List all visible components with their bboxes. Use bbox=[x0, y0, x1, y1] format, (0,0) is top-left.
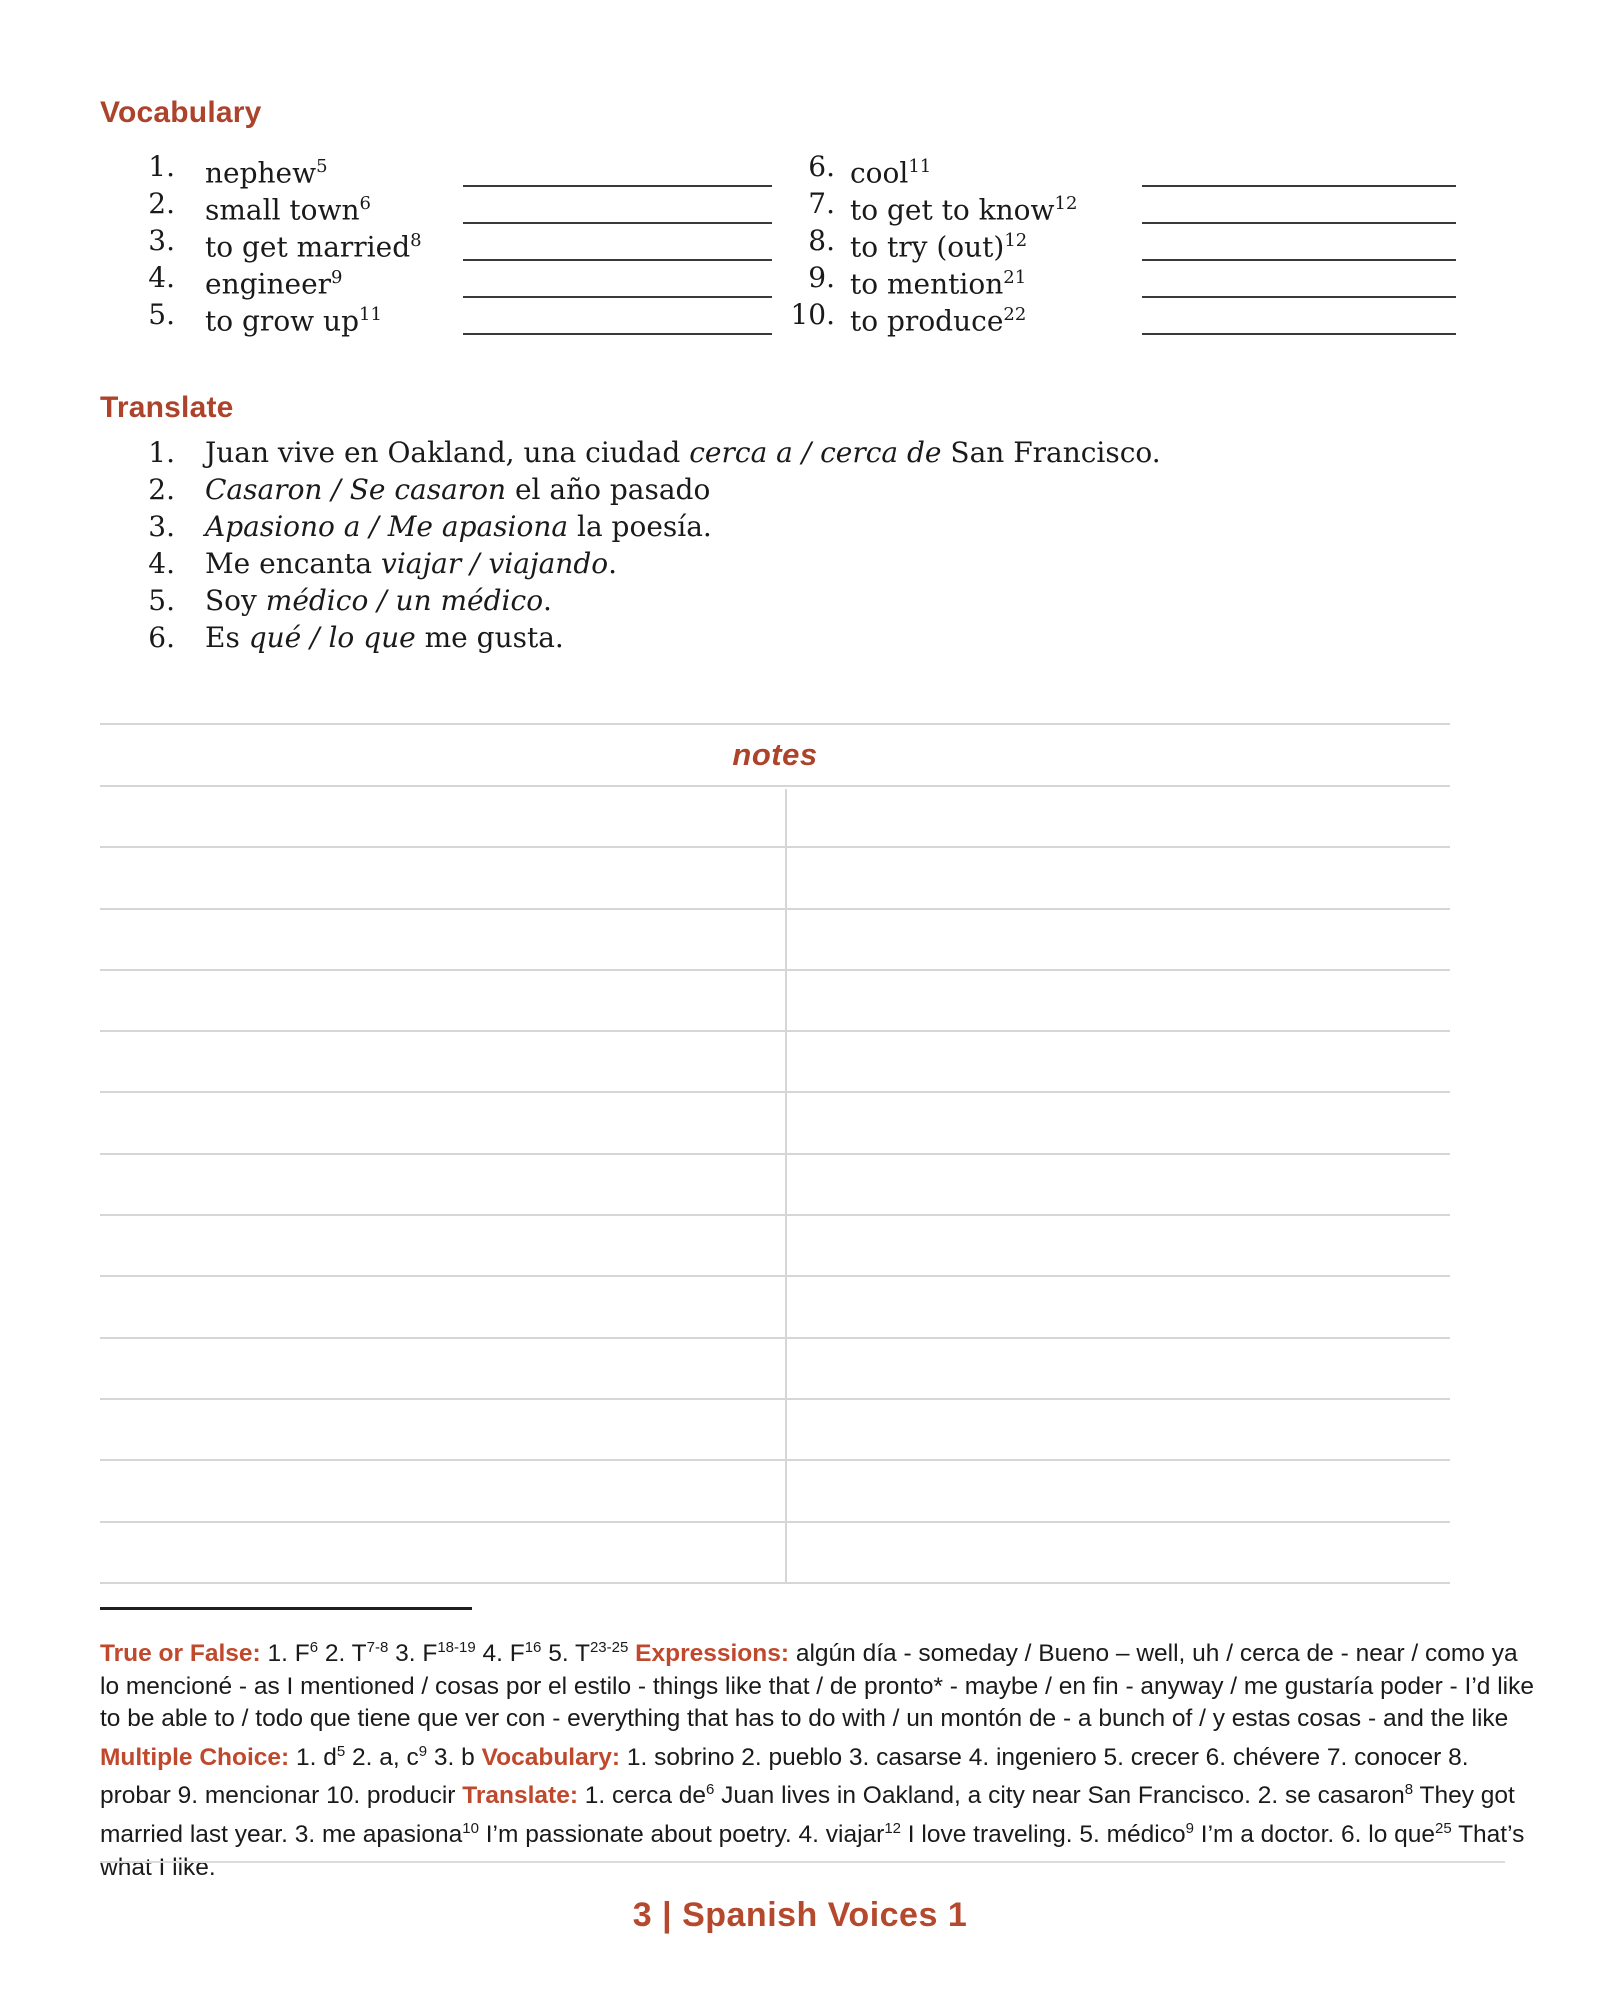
notes-row bbox=[100, 1339, 1450, 1400]
translate-item bbox=[100, 545, 1520, 582]
translate-item-text bbox=[205, 508, 712, 545]
vocab-term-footnote-number: 11 bbox=[359, 304, 382, 325]
footnote-separator bbox=[100, 1607, 472, 1610]
vocab-item-term: to grow $up^{11}$ bbox=[205, 304, 382, 338]
notes-row bbox=[100, 1461, 1450, 1522]
notes-row bbox=[100, 848, 1450, 909]
vocab-term-footnote-number: 22 bbox=[1003, 304, 1027, 325]
bottom-divider bbox=[100, 1861, 1505, 1863]
vocab-item bbox=[780, 185, 1456, 227]
vocab-item-number: 8. bbox=[808, 224, 835, 257]
text-segment: Apasiono a / Me apasiona bbox=[205, 510, 569, 543]
vocabulary-list-right bbox=[780, 148, 1456, 338]
vocab-item-term: to get married$^8$ bbox=[205, 230, 422, 264]
answer-key-superscript: 5 bbox=[336, 1742, 346, 1760]
notes-row bbox=[100, 1523, 1450, 1584]
text-segment: Es bbox=[205, 621, 249, 654]
translate-item-text bbox=[205, 619, 564, 656]
answer-key-label: Vocabulary: bbox=[481, 1743, 621, 1771]
vocab-item bbox=[100, 148, 772, 190]
vocab-term-footnote-number: 8 bbox=[410, 230, 422, 251]
answer-key-text: 4. F bbox=[475, 1640, 525, 1668]
vocabulary-heading: Vocabulary bbox=[100, 96, 262, 129]
text-segment: qué / lo que bbox=[248, 621, 416, 654]
answer-key-superscript: 25 bbox=[1435, 1819, 1452, 1837]
notes-row bbox=[100, 1032, 1450, 1093]
answer-key-text: 3. b bbox=[427, 1743, 482, 1771]
answer-blank-line bbox=[1142, 333, 1456, 335]
vocab-term-footnote-number: 9 bbox=[331, 267, 343, 288]
notes-row bbox=[100, 910, 1450, 971]
notes-header-row bbox=[100, 725, 1450, 787]
translate-item bbox=[100, 582, 1520, 619]
text-segment: me gusta. bbox=[415, 621, 564, 654]
translate-heading: Translate bbox=[100, 391, 234, 424]
notes-row bbox=[100, 1093, 1450, 1154]
vocab-item-term: cool$^{11}$ bbox=[850, 156, 932, 190]
text-segment: San Francisco. bbox=[941, 436, 1161, 469]
notes-row bbox=[100, 787, 1450, 848]
vocab-item-term: small town$^6$ bbox=[205, 193, 371, 227]
answer-key-superscript: 6 bbox=[309, 1639, 319, 1656]
translate-item bbox=[100, 434, 1520, 471]
vocab-item-term: to get to know$^{12}$ bbox=[850, 193, 1078, 227]
translate-list bbox=[100, 434, 1520, 656]
vocab-item bbox=[780, 296, 1456, 338]
translate-item-text bbox=[205, 582, 552, 619]
answer-blank-line bbox=[463, 333, 772, 335]
vocab-term-footnote-number: 21 bbox=[1003, 267, 1027, 288]
vocab-item-number: 5. bbox=[148, 298, 175, 331]
vocab-term-footnote-number: 11 bbox=[908, 156, 932, 177]
answer-key-text: 1. d bbox=[289, 1743, 337, 1771]
translate-item-number: 6. bbox=[148, 621, 175, 654]
notes-row bbox=[100, 1155, 1450, 1216]
vocab-item-number: 7. bbox=[808, 187, 835, 220]
notes-row bbox=[100, 1400, 1450, 1461]
answer-key-text: algún día - someday / Bueno – well, uh / cerca de - near / como ya lo mencioné - as I mentioned / cosas por el estilo - things like that / de pronto* - maybe / en fin - anyway / me gustaría poder - I’d like to be able to / todo que tiene que ver con - everything that has to do with / un montón de - a bunch of / y estas cosas - and the like bbox=[100, 1640, 1534, 1733]
vocab-item-number: 1. bbox=[148, 150, 175, 183]
answer-key-superscript: 9 bbox=[1185, 1819, 1194, 1837]
vocab-item-number: 3. bbox=[148, 224, 175, 257]
answer-key-text: I love traveling. 5. médico bbox=[901, 1821, 1186, 1849]
vocab-item-term: to mention$^{21}$ bbox=[850, 267, 1027, 301]
translate-item-number: 4. bbox=[148, 547, 175, 580]
answer-key-label: Expressions: bbox=[635, 1640, 790, 1668]
vocab-item bbox=[100, 259, 772, 301]
vocab-item-term: nephew$^5$ bbox=[205, 156, 328, 190]
answer-key-superscript: 8 bbox=[1404, 1781, 1414, 1799]
vocab-item-number: 10. bbox=[790, 298, 835, 331]
vocab-item-number: 2. bbox=[148, 187, 175, 220]
answer-key-text: 2. a, c bbox=[345, 1743, 419, 1771]
translate-item-text bbox=[205, 545, 617, 582]
vocab-item-term: engineer$^9$ bbox=[205, 267, 343, 301]
notes-row bbox=[100, 971, 1450, 1032]
vocab-item-term: to produce$^{22}$ bbox=[850, 304, 1027, 338]
translate-item-number: 5. bbox=[148, 584, 175, 617]
translate-item bbox=[100, 471, 1520, 508]
answer-key-text: Juan lives in Oakland, a city near San Francisco. 2. se casaron bbox=[714, 1782, 1405, 1810]
answer-key-text: 5. T bbox=[541, 1640, 590, 1668]
answer-key-text: 1. F bbox=[260, 1640, 310, 1668]
vocab-item bbox=[780, 148, 1456, 190]
translate-item-number: 1. bbox=[148, 436, 175, 469]
text-segment: cerca a / cerca de bbox=[689, 436, 942, 469]
vocabulary-list-left bbox=[100, 148, 772, 338]
answer-key-text: 1. sobrino 2. pueblo 3. casarse 4. ingeniero 5. crecer 6. chévere 7. conocer 8. probar 9. mencionar 10. producir bbox=[100, 1743, 1469, 1810]
vocab-item bbox=[100, 296, 772, 338]
vocab-item bbox=[100, 222, 772, 264]
answer-key-text: That’s what I like. bbox=[100, 1821, 1525, 1881]
vocab-term-footnote-number: 12 bbox=[1004, 230, 1028, 251]
text-segment: Juan vive en Oakland, una ciudad bbox=[205, 436, 690, 469]
text-segment: . bbox=[608, 547, 618, 580]
answer-key bbox=[100, 1632, 1540, 1884]
vocab-item bbox=[780, 259, 1456, 301]
notes-heading: notes bbox=[732, 737, 818, 772]
answer-key-label: Translate: bbox=[462, 1782, 578, 1810]
answer-key-label: Multiple Choice: bbox=[100, 1743, 290, 1771]
text-segment: Me encanta bbox=[205, 547, 381, 580]
answer-key-label: True or False: bbox=[100, 1640, 261, 1668]
vocab-term-footnote-number: 6 bbox=[359, 193, 371, 214]
page-footer: 3 | Spanish Voices 1 bbox=[632, 1896, 968, 1934]
vocab-term-footnote-number: 5 bbox=[316, 156, 328, 177]
translate-item bbox=[100, 508, 1520, 545]
text-segment: Casaron / Se casaron bbox=[205, 473, 507, 506]
answer-key-superscript: 10 bbox=[462, 1819, 479, 1837]
translate-item bbox=[100, 619, 1520, 656]
vocab-item-term: to try (out)$^{12}$ bbox=[850, 230, 1028, 264]
vocab-item-number: 9. bbox=[808, 261, 835, 294]
answer-key-text: 1. cerca de bbox=[578, 1782, 707, 1810]
notes-row bbox=[100, 1277, 1450, 1338]
answer-key-text: 3. F bbox=[388, 1640, 438, 1668]
answer-key-text: I’m passionate about poetry. 4. viajar bbox=[478, 1821, 885, 1849]
translate-item-text bbox=[205, 434, 1161, 471]
vocab-item bbox=[780, 222, 1456, 264]
answer-key-superscript: 23-25 bbox=[589, 1639, 629, 1656]
notes-rows bbox=[100, 787, 1450, 1584]
text-segment: la poesía. bbox=[568, 510, 712, 543]
answer-key-superscript: 12 bbox=[884, 1819, 901, 1837]
answer-key-text: I’m a doctor. 6. lo que bbox=[1193, 1821, 1436, 1849]
text-segment: Soy bbox=[205, 584, 266, 617]
text-segment: viajar / viajando bbox=[381, 547, 609, 580]
answer-key-superscript: 9 bbox=[418, 1742, 428, 1760]
vocab-term-footnote-number: 12 bbox=[1054, 193, 1078, 214]
vocab-item-number: 6. bbox=[808, 150, 835, 183]
notes-row bbox=[100, 1216, 1450, 1277]
answer-key-superscript: 7-8 bbox=[366, 1639, 389, 1656]
translate-item-number: 3. bbox=[148, 510, 175, 543]
answer-key-superscript: 18-19 bbox=[437, 1639, 476, 1656]
notes-table bbox=[100, 723, 1450, 1584]
answer-key-superscript: 6 bbox=[706, 1781, 715, 1799]
vocab-item bbox=[100, 185, 772, 227]
text-segment: médico / un médico bbox=[265, 584, 544, 617]
vocab-item-number: 4. bbox=[148, 261, 175, 294]
text-segment: . bbox=[543, 584, 552, 617]
translate-item-number: 2. bbox=[148, 473, 175, 506]
answer-key-text: 2. T bbox=[318, 1640, 367, 1668]
answer-key-text: They got married last year. 3. me apasiona bbox=[100, 1782, 1515, 1849]
translate-item-text bbox=[205, 471, 710, 508]
answer-key-superscript: 16 bbox=[524, 1639, 542, 1656]
notes-column-divider bbox=[785, 789, 787, 1584]
text-segment: el año pasado bbox=[506, 473, 711, 506]
